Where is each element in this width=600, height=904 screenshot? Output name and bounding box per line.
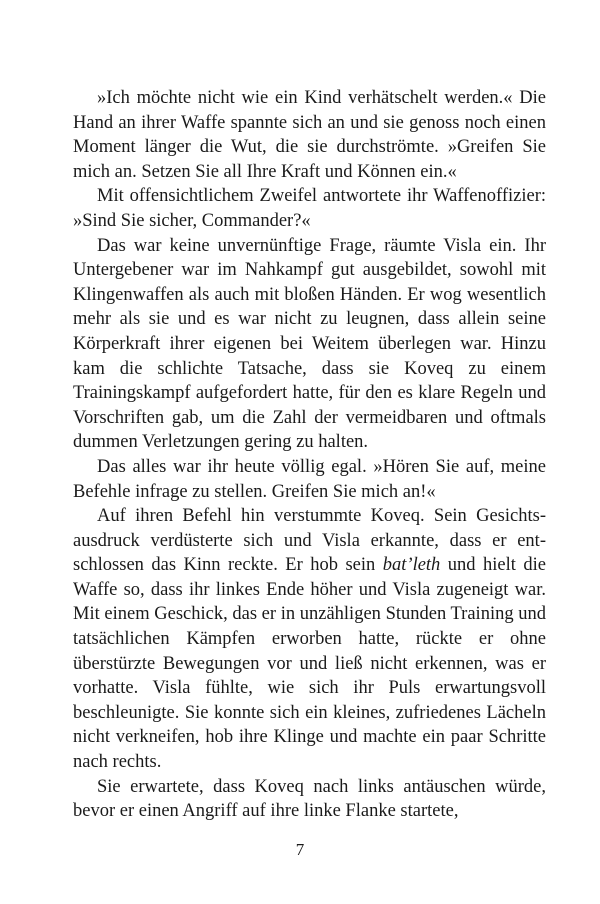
- paragraph-5-text-a: Auf ihren Befehl hin verstummte Koveq. Sein Gesichtsausdruck verdüsterte sich und Visla erkannte, dass er entschlossen das Kinn reckte. Er hob sein: [73, 506, 546, 576]
- paragraph-6: [73, 775, 546, 824]
- paragraph-3: [73, 234, 546, 455]
- paragraph-1: [73, 86, 546, 184]
- paragraph-4-text: Das alles war ihr heute völlig egal. »Hören Sie auf, meine Befehle infrage zu stellen. Greifen Sie mich an!«: [73, 456, 546, 502]
- paragraph-5: [73, 504, 546, 775]
- paragraph-5-text-b: und hielt die Waffe so, dass ihr linkes Ende höher und Visla zugeneigt war. Mit einem Geschick, das er in unzähligen Stunden Training und tatsächlichen Kämpfen erworben hatte, rückte er ohne überstürzte Bewegungen vor und ließ nicht erkennen, was er vorhatte. Visla fühlte, wie sich ihr Puls erwartungsvoll beschleunigte. Sie konnte sich ein kleines, zufriedenes Lächeln nicht verkneifen, hob ihre Klinge und machte ein paar Schritte nach rechts.: [73, 555, 546, 773]
- paragraph-3-text: Das war keine unvernünftige Frage, räumte Visla ein. Ihr Untergebener war im Nahkampf gut ausgebildet, sowohl mit Klingenwaffen als auch mit bloßen Händen. Er wog wesentlich mehr als sie und es war nicht zu leugnen, dass allein seine Körperkraft ihrer eigenen bei Weitem überlegen war. Hinzu kam die schlichte Tatsache, dass sie Koveq zu einem Trainingskampf aufgefordert hatte, für den es klare Regeln und Vorschriften gab, um die Zahl der vermeidbaren und oftmals dummen Verletzungen gering zu halten.: [73, 235, 546, 453]
- page-number: 7: [295, 840, 305, 859]
- paragraph-4: [73, 455, 546, 504]
- paragraph-5-italic-weapon: bat’leth: [382, 555, 441, 576]
- paragraph-6-text: Sie erwartete, dass Koveq nach links antäuschen würde, bevor er einen Angriff auf ihre linke Flanke startete,: [73, 776, 546, 822]
- paragraph-1-text: »Ich möchte nicht wie ein Kind verhätschelt werden.« Die Hand an ihrer Waffe spannte sich an und sie genoss noch einen Moment länger die Wut, die sie durchströmte. »Greifen Sie mich an. Setzen Sie all Ihre Kraft und Können ein.«: [73, 88, 546, 182]
- paragraph-2-text: Mit offensichtlichem Zweifel antwortete ihr Waffenoffizier: »Sind Sie sicher, Commander?«: [73, 186, 546, 231]
- paragraph-2: [73, 184, 546, 233]
- body-text: [73, 86, 546, 824]
